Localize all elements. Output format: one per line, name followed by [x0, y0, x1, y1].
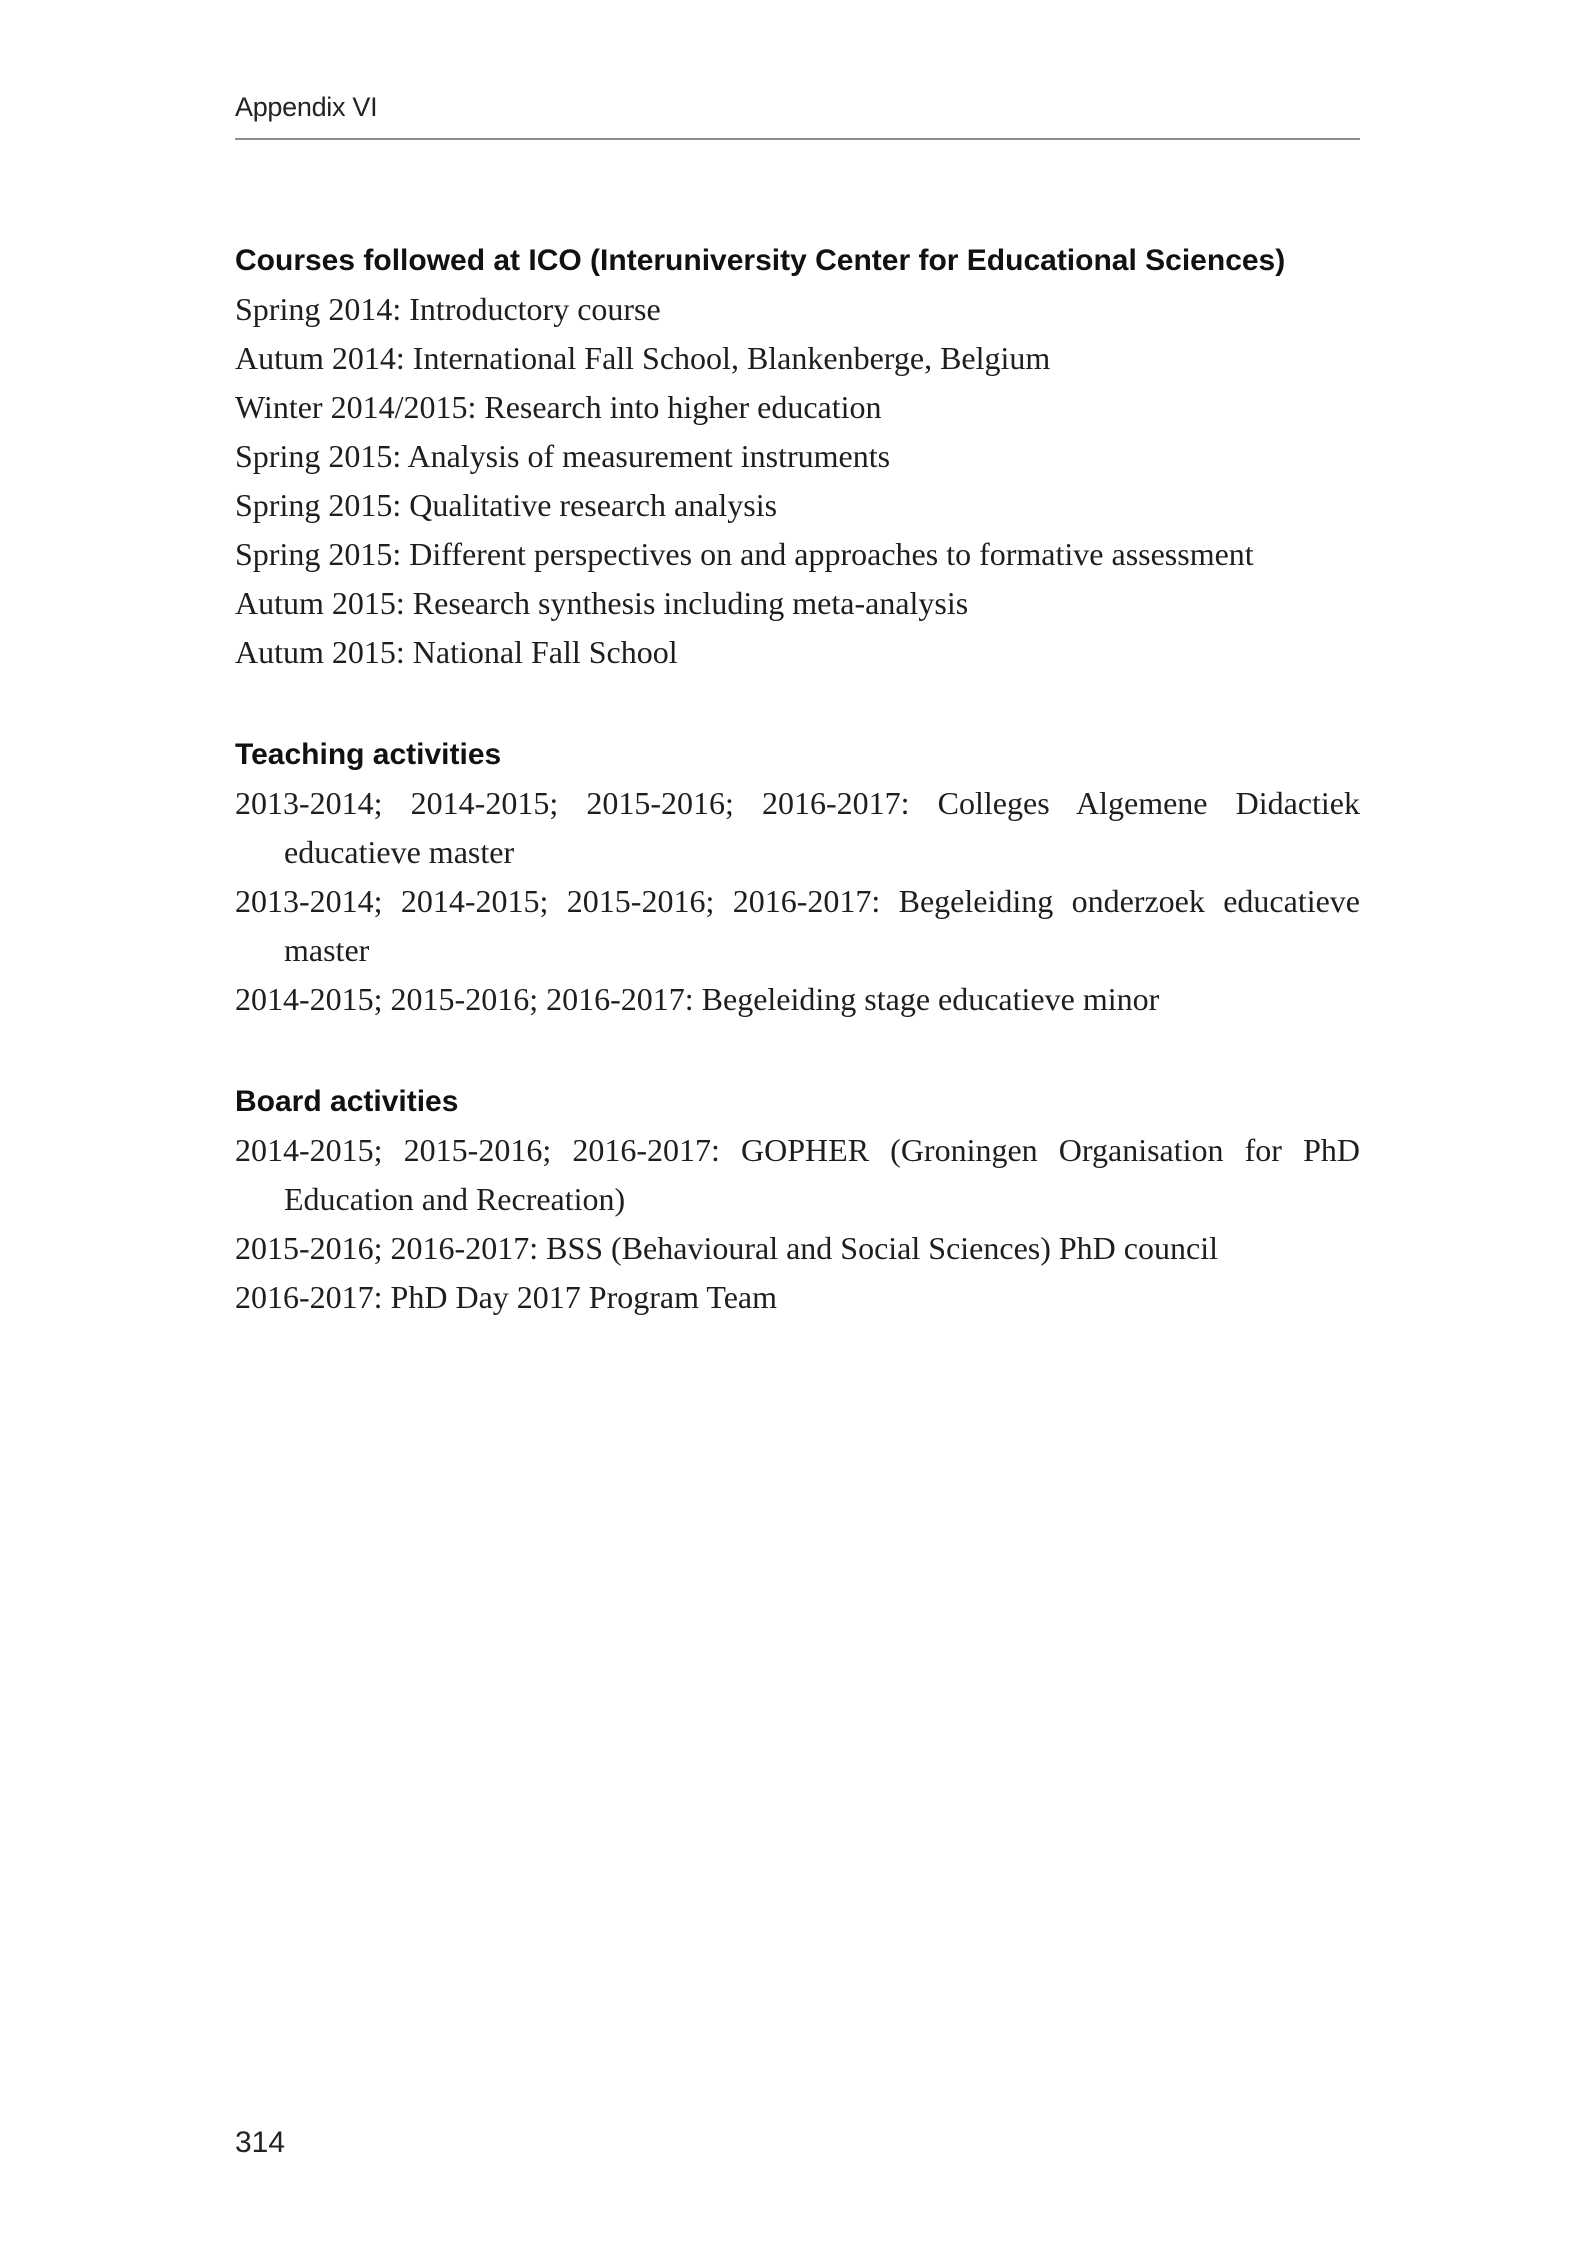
entry [235, 628, 1360, 677]
page-number: 314 [235, 2126, 286, 2159]
entry-line: 2013-2014; 2014-2015; 2015-2016; 2016-2017: Begeleiding onderzoek educatieve [235, 883, 1360, 919]
entry-continuation-line: Education and Recreation) [284, 1181, 626, 1217]
page-header [235, 94, 1360, 140]
section-entries [235, 1126, 1360, 1322]
entry [235, 481, 1360, 530]
section-entries [235, 779, 1360, 1024]
entry [235, 579, 1360, 628]
entry-line: 2014-2015; 2015-2016; 2016-2017: GOPHER (Groningen Organisation for PhD [235, 1132, 1360, 1168]
entry-continuation-line: master [284, 932, 370, 968]
header-rule [235, 138, 1360, 140]
entry [235, 334, 1360, 383]
entry-line: 2015-2016; 2016-2017: BSS (Behavioural and Social Sciences) PhD council [235, 1230, 1218, 1266]
entry-line: Spring 2015: Different perspectives on and approaches to formative assessment [235, 536, 1254, 572]
entry [235, 975, 1360, 1024]
section [235, 730, 1360, 1024]
entry-line: Spring 2014: Introductory course [235, 291, 661, 327]
section-heading: Courses followed at ICO (Interuniversity Center for Educational Sciences) [235, 244, 1286, 277]
entry-continuation-line: educatieve master [284, 834, 515, 870]
section-heading: Board activities [235, 1085, 459, 1118]
entry-line: Spring 2015: Qualitative research analysis [235, 487, 778, 523]
entry [235, 432, 1360, 481]
running-head-title: Appendix VI [235, 92, 378, 122]
entry [235, 530, 1360, 579]
entry-line: 2013-2014; 2014-2015; 2015-2016; 2016-2017: Colleges Algemene Didactiek [235, 785, 1360, 821]
entry [235, 383, 1360, 432]
entry-line: 2016-2017: PhD Day 2017 Program Team [235, 1279, 777, 1315]
entry [235, 877, 1360, 975]
section [235, 1077, 1360, 1322]
entry-line: Autum 2015: Research synthesis including meta-analysis [235, 585, 969, 621]
section [235, 236, 1360, 677]
entry [235, 1273, 1360, 1322]
entry-line: 2014-2015; 2015-2016; 2016-2017: Begeleiding stage educatieve minor [235, 981, 1160, 1017]
entry-line: Autum 2015: National Fall School [235, 634, 678, 670]
content-sections [235, 236, 1360, 1322]
entry-line: Winter 2014/2015: Research into higher education [235, 389, 882, 425]
section-entries [235, 285, 1360, 677]
section-heading: Teaching activities [235, 738, 502, 771]
entry-line: Spring 2015: Analysis of measurement instruments [235, 438, 891, 474]
entry [235, 1224, 1360, 1273]
entry [235, 779, 1360, 877]
entry-line: Autum 2014: International Fall School, Blankenberge, Belgium [235, 340, 1051, 376]
entry [235, 285, 1360, 334]
entry [235, 1126, 1360, 1224]
